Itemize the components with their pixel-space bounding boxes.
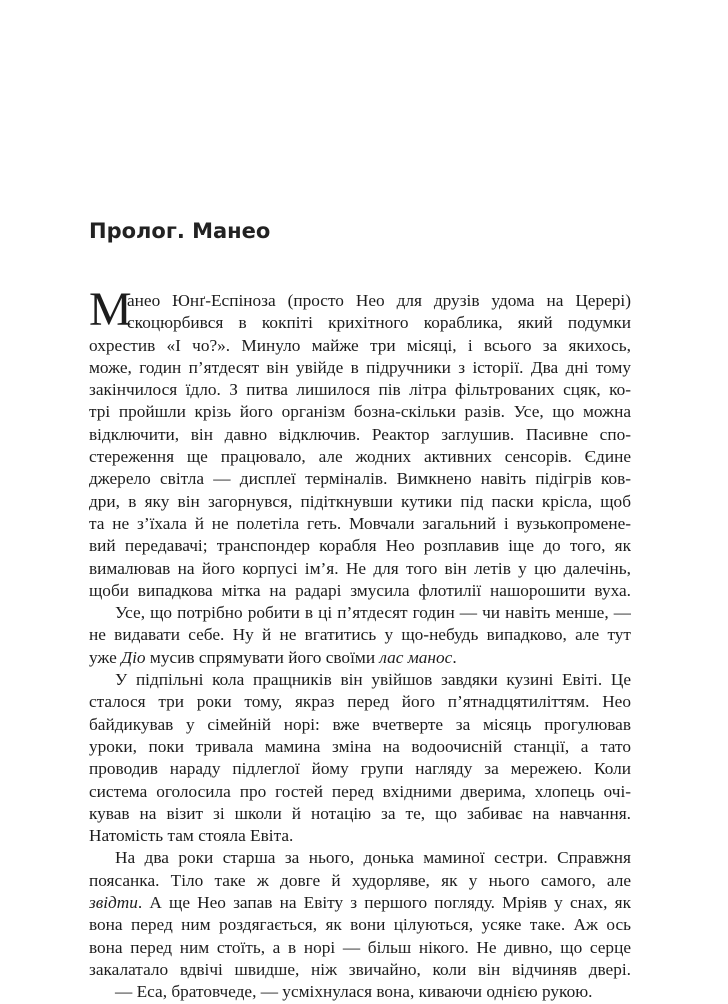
text-span: уже bbox=[89, 647, 122, 667]
text-line: та не з’їхала й не полетіла геть. Мовчали загальний і вузькопромене- bbox=[89, 513, 631, 533]
text-line: трі пройшли крізь його організм бозна-скільки разів. Усе, що можна bbox=[89, 402, 631, 422]
text-line: не видавати себе. Ну й не вгатитись у що-небудь випадково, але тут bbox=[89, 625, 631, 645]
text-line: дри, в яку він загорнувся, підіткнувши кутики під паски крісла, щоб bbox=[89, 491, 631, 511]
text-line: На два роки старша за нього, донька маминої сестри. Справжня bbox=[115, 848, 631, 868]
text-line: вона перед ним роздягається, як вони цілуються, усяке таке. Аж ось bbox=[89, 915, 631, 935]
text-line: вий передавачі; транспондер корабля Нео розплавив іще до того, як bbox=[89, 536, 631, 556]
chapter-title: Пролог. Манео bbox=[89, 219, 271, 243]
text-span: . А ще Нео запав на Евіту з першого погляду. Мріяв у снах, як bbox=[137, 893, 631, 913]
text-line: байдикував у сімейній норі: вже вчетверте за місяць прогулював bbox=[89, 714, 631, 734]
text-line: скоцюрбився в кокпіті крихітного кораблика, який подумки bbox=[127, 313, 631, 333]
text-span: . bbox=[452, 647, 457, 667]
text-line: вона перед ним стоїть, а в норі — більш нікого. Не дивно, що серце bbox=[89, 937, 631, 957]
text-line: джерело світла — дисплеї терміналів. Вимкнено навіть підігрів ков- bbox=[89, 469, 631, 489]
text-line: щоби випадкова мітка на радарі змусила флотилії нашорошити вуха. bbox=[89, 580, 631, 600]
text-line: кував на візит зі школи й нотацію за те, що забиває на навчання. bbox=[89, 803, 631, 823]
text-span: мусив спрямувати його своїми bbox=[145, 647, 380, 667]
text-line: стереження ще працювало, але жодних активних сенсорів. Єдине bbox=[89, 447, 631, 467]
paragraph-3 bbox=[89, 669, 631, 847]
italic-text: Діо bbox=[121, 647, 146, 667]
text-line: поясанка. Тіло таке ж довге й худорляве, як у нього самого, але bbox=[89, 870, 631, 890]
text-line: відключити, він давно відключив. Реактор заглушив. Пасивне спо- bbox=[89, 424, 631, 444]
italic-text: лас манос bbox=[379, 647, 453, 667]
italic-text: звідти bbox=[89, 893, 138, 913]
text-line bbox=[89, 647, 631, 669]
paragraph-4 bbox=[89, 847, 631, 981]
text-line: уроки, поки тривала мамина зміна на водоочисній станції, а тато bbox=[89, 736, 631, 756]
paragraph-1 bbox=[89, 283, 631, 602]
text-line: анео Юнґ-Еспіноза (просто Нео для друзів удома на Церері) bbox=[127, 291, 631, 310]
text-line: У підпільні кола пращників він увійшов завдяки кузині Евіті. Це bbox=[115, 670, 631, 690]
text-line: Усе, що потрібно робити в ці п’ятдесят годин — чи навіть менше, — bbox=[115, 603, 631, 623]
text-line: охрестив «І чо?». Минуло майже три місяці, і всього за якихось, bbox=[89, 335, 631, 355]
text-line: закінчилося їдло. З питва лишилося пів літра фільтрованих сцяк, ко- bbox=[89, 380, 631, 400]
text-line: вималював на його корпусі ім’я. Не для того він летів у цю далечінь, bbox=[89, 558, 631, 578]
text-line: проводив нараду підлеглої йому групи нагляду за мережею. Коли bbox=[89, 759, 631, 779]
text-line: — Еса, братовчеде, — усміхнулася вона, киваючи однією рукою. bbox=[115, 982, 593, 1002]
paragraph-5 bbox=[89, 981, 631, 1003]
drop-cap: М bbox=[89, 283, 132, 336]
text-line bbox=[89, 892, 631, 914]
text-line: може, годин п’ятдесят він увійде в підручники з історії. Два дні тому bbox=[89, 357, 631, 377]
text-line: сталося три роки тому, якраз перед його п’ятнадцятиліттям. Нео bbox=[89, 692, 631, 712]
text-line: закалатало вдвічі швидше, ніж звичайно, коли він відчиняв двері. bbox=[89, 959, 631, 979]
body-text bbox=[89, 283, 631, 1004]
text-line: система оголосила про гостей перед вхідними дверима, хлопець очі- bbox=[89, 781, 631, 801]
paragraph-2 bbox=[89, 602, 631, 669]
text-line: Натомість там стояла Евіта. bbox=[89, 826, 294, 846]
